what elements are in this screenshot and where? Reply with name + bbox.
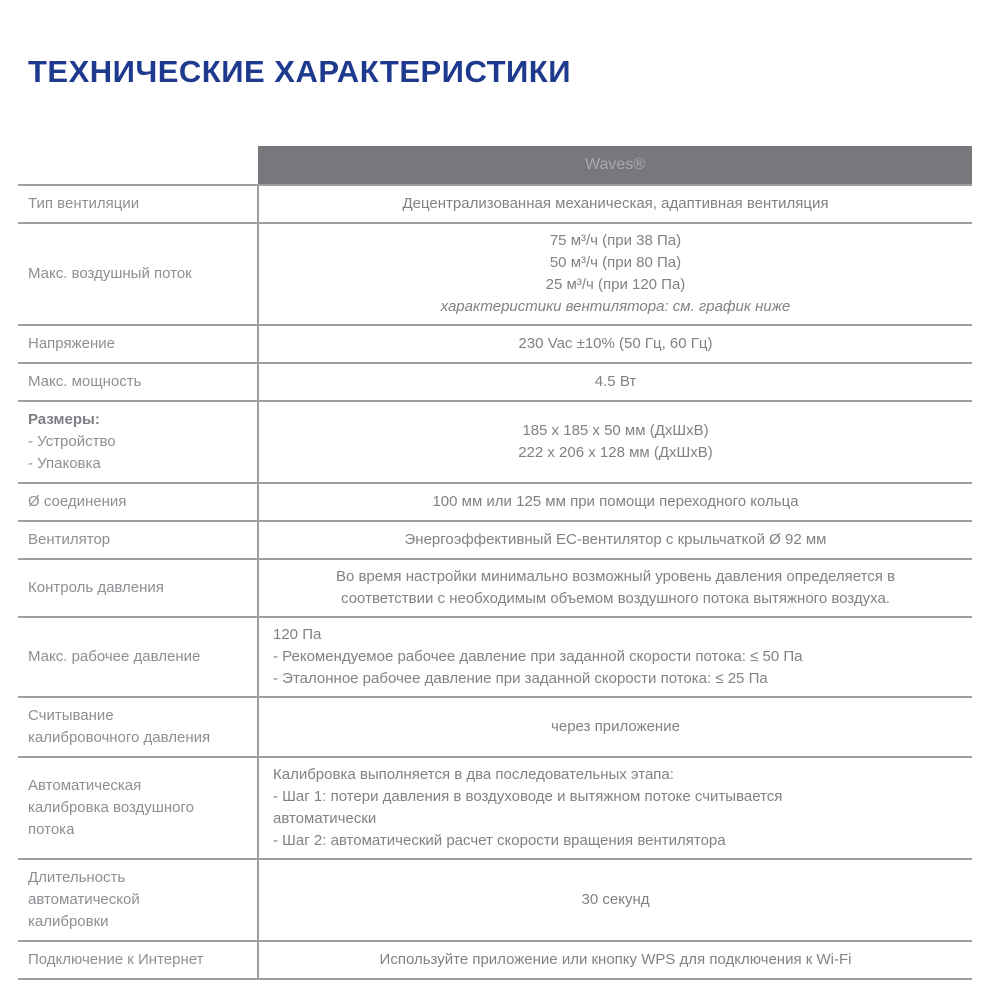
spec-value: 30 секунд [258, 859, 972, 941]
dimensions-label-items: - Устройство - Упаковка [28, 433, 116, 472]
spec-row-dimensions [18, 401, 972, 483]
spec-table [18, 146, 972, 980]
spec-value: 120 Па - Рекомендуемое рабочее давление при заданной скорости потока: ≤ 50 Па - Эталонное рабочее давление при заданной скорости потока: ≤ 25 Па [258, 617, 972, 697]
header-spacer [18, 146, 258, 185]
spec-value: Калибровка выполняется в два последовательных этапа: - Шаг 1: потери давления в воздуховоде и вытяжном потоке считывается автоматически - Шаг 2: автоматический расчет скорости вращения вентилятора [258, 757, 972, 859]
spec-row-max-working-pressure [18, 617, 972, 697]
spec-row-max-airflow [18, 223, 972, 325]
spec-label: Макс. рабочее давление [18, 617, 258, 697]
spec-label: Подключение к Интернет [18, 941, 258, 979]
spec-label: Считывание калибровочного давления [18, 697, 258, 757]
spec-value: Децентрализованная механическая, адаптивная вентиляция [258, 185, 972, 223]
spec-label: Контроль давления [18, 559, 258, 617]
spec-value: Энергоэффективный EC-вентилятор с крыльчаткой Ø 92 мм [258, 521, 972, 559]
spec-row-ventilation-type [18, 185, 972, 223]
spec-row-fan [18, 521, 972, 559]
spec-row-auto-airflow-calibration [18, 757, 972, 859]
spec-value: 230 Vac ±10% (50 Гц, 60 Гц) [258, 325, 972, 363]
spec-label: Автоматическая калибровка воздушного потока [18, 757, 258, 859]
airflow-values: 75 м³/ч (при 38 Па) 50 м³/ч (при 80 Па) 25 м³/ч (при 120 Па) [545, 232, 686, 293]
spec-label: Макс. мощность [18, 363, 258, 401]
spec-row-max-power [18, 363, 972, 401]
table-header-row [18, 146, 972, 185]
spec-label: Напряжение [18, 325, 258, 363]
spec-label: Тип вентиляции [18, 185, 258, 223]
dimensions-label-title: Размеры: [28, 411, 100, 428]
spec-row-pressure-control [18, 559, 972, 617]
product-name-header: Waves® [258, 146, 972, 185]
spec-value: 4.5 Вт [258, 363, 972, 401]
spec-value: Во время настройки минимально возможный уровень давления определяется в соответствии с необходимым объемом воздушного потока вытяжного воздуха. [258, 559, 972, 617]
spec-value: Используйте приложение или кнопку WPS для подключения к Wi-Fi [258, 941, 972, 979]
page-title: ТЕХНИЧЕСКИЕ ХАРАКТЕРИСТИКИ [28, 54, 571, 89]
spec-label [18, 401, 258, 483]
spec-value: 185 x 185 x 50 мм (ДхШхВ) 222 x 206 x 128 мм (ДхШхВ) [258, 401, 972, 483]
spec-row-connection-diameter [18, 483, 972, 521]
spec-row-internet-connection [18, 941, 972, 979]
spec-row-auto-calibration-duration [18, 859, 972, 941]
spec-row-voltage [18, 325, 972, 363]
spec-row-calibration-pressure-reading [18, 697, 972, 757]
spec-value: через приложение [258, 697, 972, 757]
spec-value: 100 мм или 125 мм при помощи переходного кольца [258, 483, 972, 521]
spec-label: Вентилятор [18, 521, 258, 559]
airflow-note: характеристики вентилятора: см. график ниже [440, 298, 791, 315]
spec-label: Длительность автоматической калибровки [18, 859, 258, 941]
spec-label: Макс. воздушный поток [18, 223, 258, 325]
spec-label: Ø соединения [18, 483, 258, 521]
spec-value [258, 223, 972, 325]
